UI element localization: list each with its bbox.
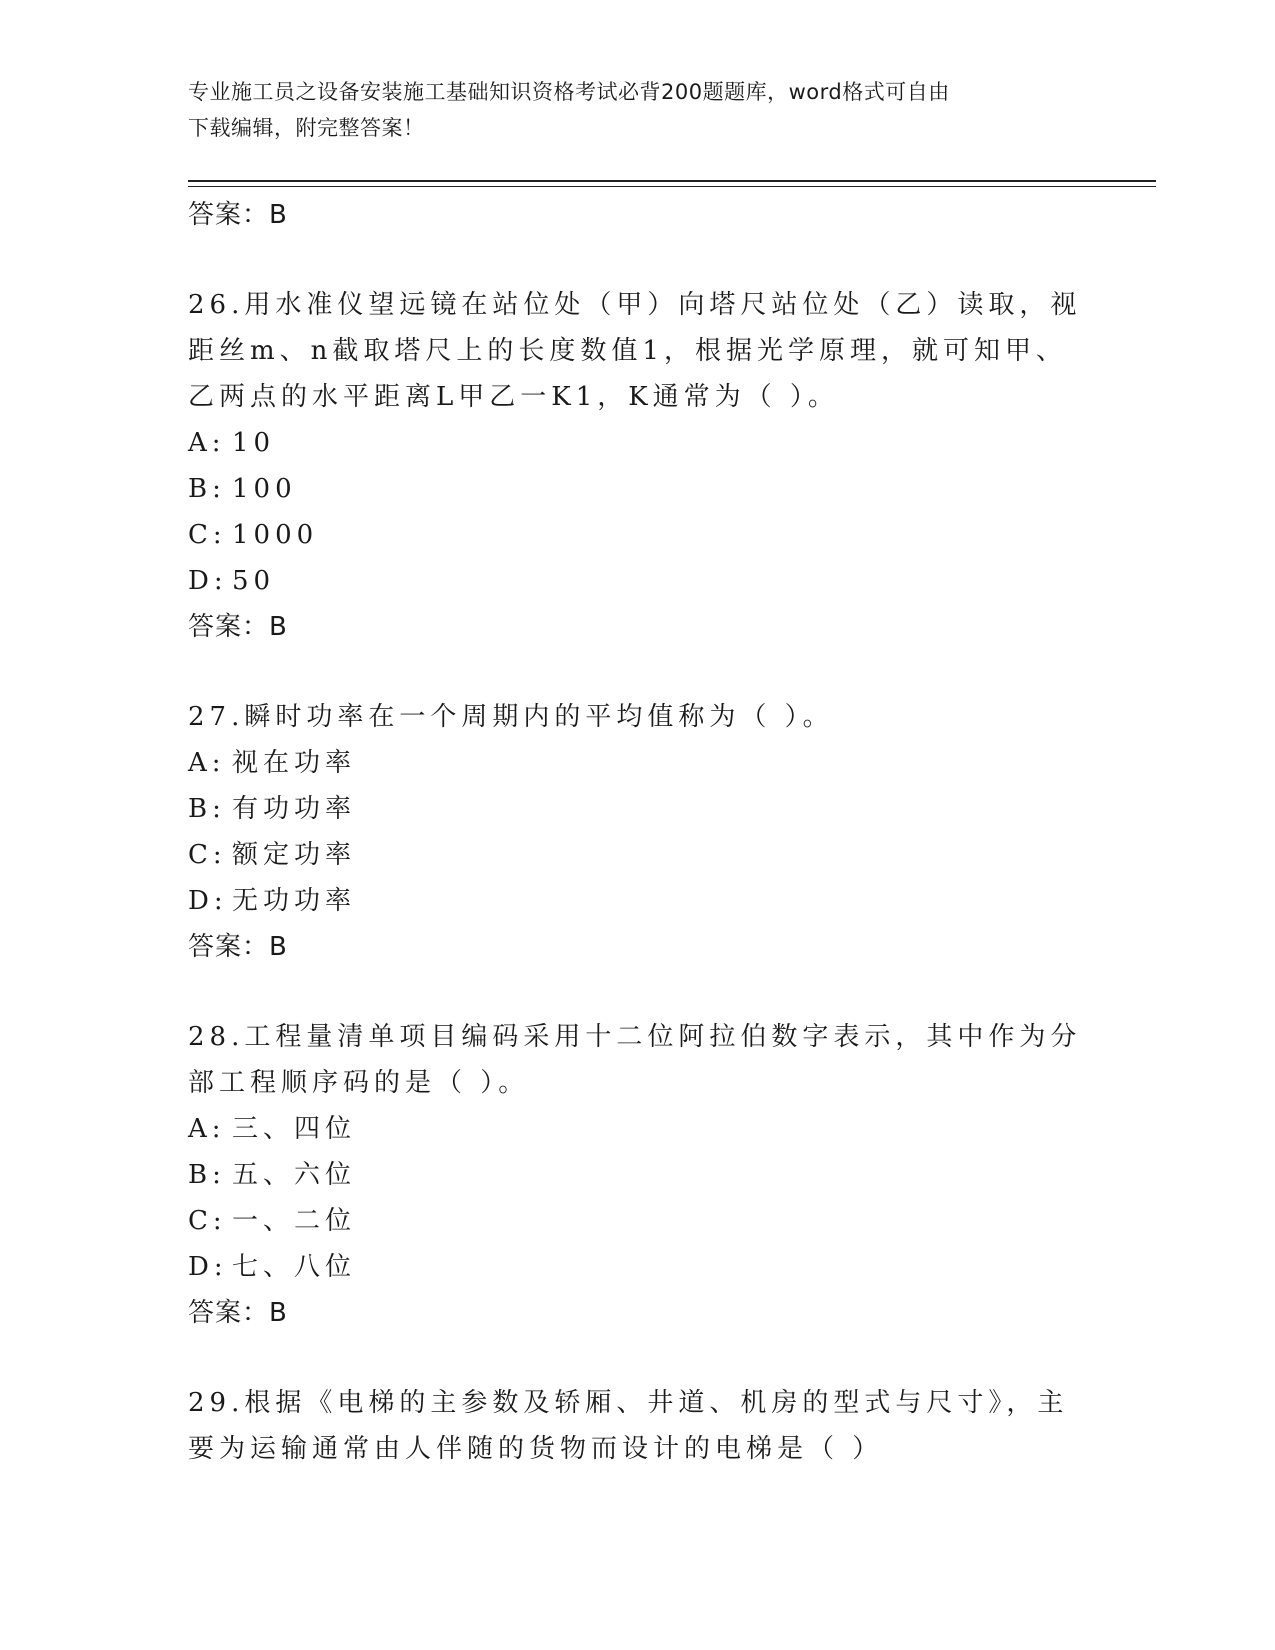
option-text: 五、六位 xyxy=(232,1160,357,1190)
option-text: 1000 xyxy=(232,520,319,550)
header-title-line-1: 专业施工员之设备安装施工基础知识资格考试必背200题题库，word格式可自由 xyxy=(188,80,950,104)
option-text: 无功功率 xyxy=(232,886,357,916)
question-27-option-a xyxy=(188,740,1088,786)
question-26-option-d xyxy=(188,558,1088,604)
question-28-option-a xyxy=(188,1106,1088,1152)
answer-25: 答案：B xyxy=(188,200,288,230)
header-divider-thick xyxy=(188,180,1156,182)
option-text: 视在功率 xyxy=(232,748,357,778)
option-label: B: xyxy=(188,474,226,504)
option-text: 50 xyxy=(232,566,276,596)
question-29-text: 29.根据《电梯的主参数及轿厢、井道、机房的型式与尺寸》，主要为运输通常由人伴随的货物而设计的电梯是（ ） xyxy=(188,1388,1069,1464)
question-list xyxy=(188,192,1088,1472)
option-label: B: xyxy=(188,794,226,824)
question-28-option-c xyxy=(188,1198,1088,1244)
question-26-text: 26.用水准仪望远镜在站位处（甲）向塔尺站位处（乙）读取，视距丝m、n截取塔尺上的长度数值1，根据光学原理，就可知甲、乙两点的水平距离L甲乙一K1，K通常为（ ）。 xyxy=(188,290,1082,412)
option-label: A: xyxy=(188,428,226,458)
option-label: C: xyxy=(188,1206,227,1236)
option-label: C: xyxy=(188,520,227,550)
page-header xyxy=(188,74,1068,146)
option-label: A: xyxy=(188,1114,226,1144)
question-27-text: 27.瞬时功率在一个周期内的平均值称为（ ）。 xyxy=(188,702,834,732)
question-26-option-a xyxy=(188,420,1088,466)
option-label: C: xyxy=(188,840,227,870)
option-label: D: xyxy=(188,1252,228,1282)
question-28-option-d xyxy=(188,1244,1088,1290)
question-27-option-c xyxy=(188,832,1088,878)
option-text: 有功功率 xyxy=(232,794,357,824)
option-label: A: xyxy=(188,748,226,778)
option-text: 七、八位 xyxy=(232,1252,357,1282)
option-label: B: xyxy=(188,1160,226,1190)
option-text: 额定功率 xyxy=(232,840,357,870)
answer-27: 答案：B xyxy=(188,932,288,962)
question-27-option-d xyxy=(188,878,1088,924)
question-28-text: 28.工程量清单项目编码采用十二位阿拉伯数字表示，其中作为分部工程顺序码的是（ ）。 xyxy=(188,1022,1082,1098)
question-26-option-b xyxy=(188,466,1088,512)
question-28-option-b xyxy=(188,1152,1088,1198)
option-text: 10 xyxy=(232,428,276,458)
answer-26: 答案：B xyxy=(188,612,288,642)
option-label: D: xyxy=(188,566,228,596)
header-title-line-2: 下载编辑，附完整答案！ xyxy=(188,116,425,140)
answer-28: 答案：B xyxy=(188,1298,288,1328)
question-27-option-b xyxy=(188,786,1088,832)
question-26-option-c xyxy=(188,512,1088,558)
option-label: D: xyxy=(188,886,228,916)
option-text: 三、四位 xyxy=(232,1114,357,1144)
option-text: 100 xyxy=(232,474,297,504)
header-divider-thin xyxy=(188,186,1156,187)
option-text: 一、二位 xyxy=(232,1206,357,1236)
